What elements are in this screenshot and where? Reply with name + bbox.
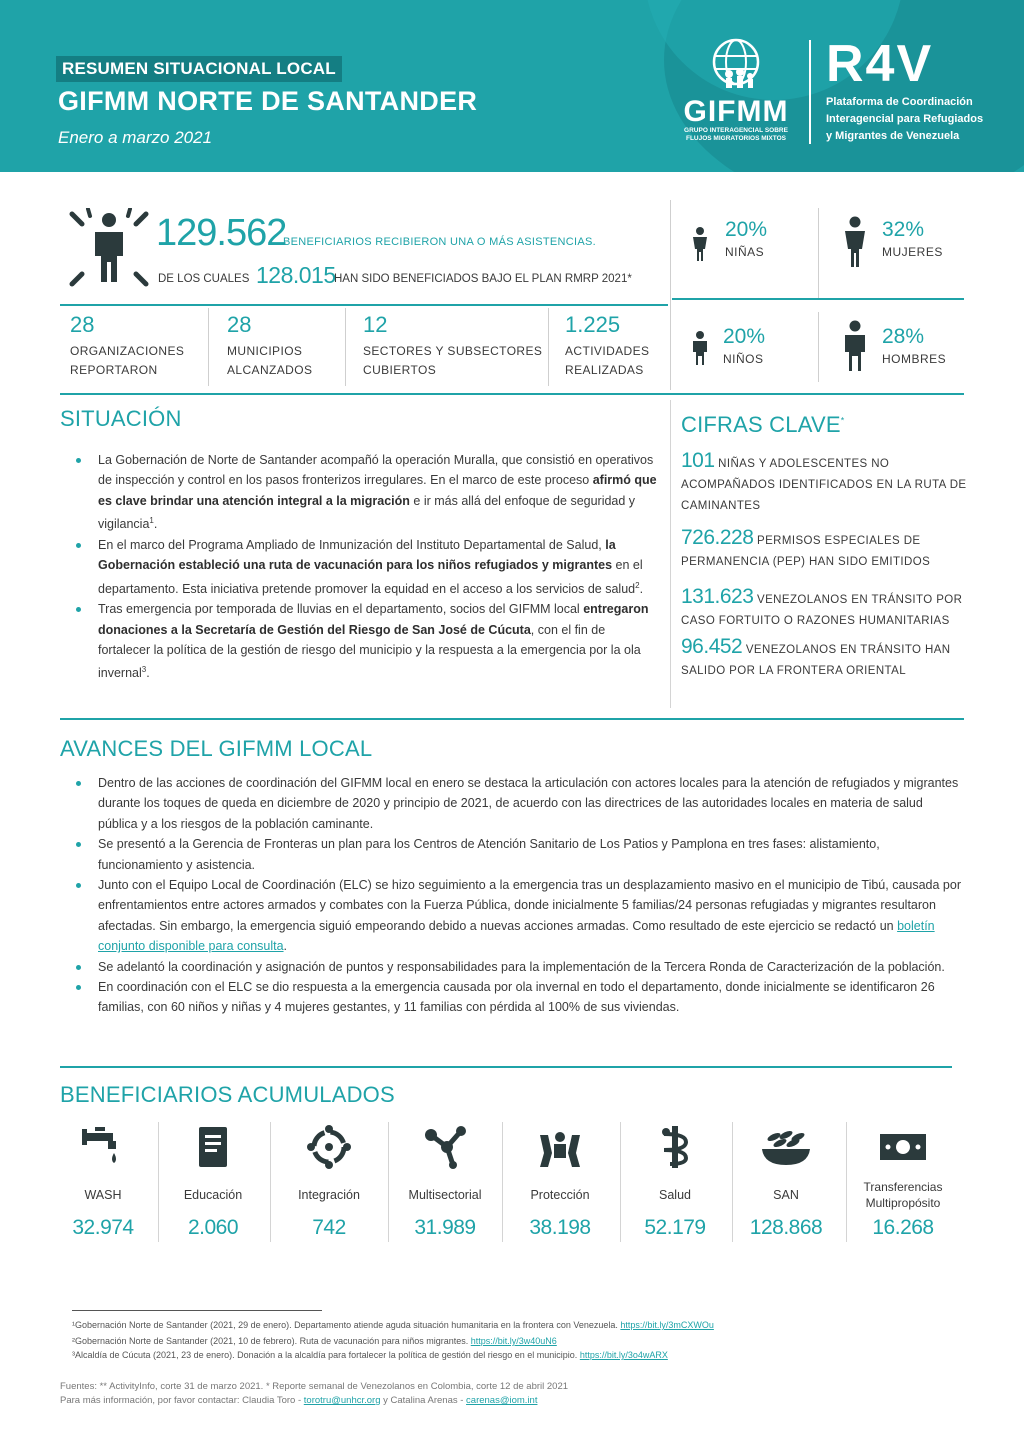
- kpi-value: 12: [363, 312, 388, 337]
- kpi-label: ACTIVIDADES: [565, 344, 650, 358]
- divider: [846, 1122, 847, 1242]
- sector-value: 16.268: [872, 1216, 934, 1239]
- divider: [388, 1122, 389, 1242]
- water-tap-icon: [80, 1125, 126, 1169]
- person-burst-icon: [68, 208, 150, 290]
- kpi-label: ORGANIZACIONES: [70, 344, 185, 358]
- kpi-label: SECTORES Y SUBSECTORES: [363, 344, 543, 358]
- kpi-municipalities: [227, 312, 312, 380]
- footnote-1: ¹Gobernación Norte de Santander (2021, 29 de enero). Departamento atiende aguda situación humanitaria en la frontera con Venezuela. https://bit.ly/3mCXWOu: [72, 1320, 714, 1330]
- logo-separator: [809, 40, 811, 144]
- demo-girls: [725, 218, 767, 259]
- sector-value: 38.198: [529, 1216, 591, 1239]
- sector-health: [620, 1122, 730, 1240]
- key-figure-item: 131.623 VENEZOLANOS EN TRÁNSITO POR CASO FORTUITO O RAZONES HUMANITARIAS: [681, 585, 963, 627]
- divider: [548, 308, 549, 386]
- sector-integration: [274, 1122, 384, 1240]
- footnote-link[interactable]: https://bit.ly/3w40uN6: [470, 1336, 557, 1346]
- r4v-tagline-line: Interagencial para Refugiados: [826, 113, 984, 125]
- divider: [208, 308, 209, 386]
- contact-note: Para más información, por favor contactar: Claudia Toro - torotru@unhcr.org y Catalina Arenas - carenas@iom.int: [60, 1395, 538, 1406]
- key-figure-item: 726.228 PERMISOS ESPECIALES DE PERMANENCIA (PEP) HAN SIDO EMITIDOS: [681, 526, 931, 568]
- of-which-suffix: HAN SIDO BENEFICIADOS BAJO EL PLAN RMRP 2021*: [334, 273, 632, 285]
- situacion-list: [72, 450, 660, 684]
- kpi-activities: [565, 312, 649, 380]
- divider: [60, 304, 668, 306]
- sector-san: [731, 1122, 841, 1240]
- sector-value: 52.179: [644, 1216, 706, 1239]
- kpi-label: REPORTARON: [70, 363, 158, 377]
- demo-label: NIÑOS: [723, 352, 764, 366]
- footnote-link[interactable]: https://bit.ly/3mCXWOu: [620, 1320, 714, 1330]
- cifras-title: CIFRAS CLAVE*: [681, 412, 845, 437]
- globe-icon: [705, 36, 767, 90]
- demo-pct: 20%: [725, 218, 768, 241]
- kpi-value: 28: [70, 312, 95, 337]
- sector-label: Protección: [530, 1188, 590, 1202]
- sector-label: Integración: [298, 1188, 360, 1202]
- avances-list: [72, 773, 964, 1018]
- divider: [670, 200, 671, 390]
- list-item: La Gobernación de Norte de Santander acompañó la operación Muralla, que consistió en operativos de inspección y control en los pasos fronterizos irregulares. En el marco de este proceso afirmó que es clave brindar una atención integral a la migración e ir más allá del enfoque de seguridad y vigilancia$^1$.: [72, 450, 660, 535]
- demo-men: [882, 325, 946, 366]
- sector-value: 2.060: [187, 1216, 239, 1239]
- gifmm-tagline: FLUJOS MIGRATORIOS MIXTOS: [685, 135, 787, 142]
- footnote-rule: [72, 1310, 322, 1311]
- sector-value: 128.868: [749, 1216, 823, 1239]
- list-item: En el marco del Programa Ampliado de Inmunización del Instituto Departamental de Salud, la Gobernación estableció una ruta de vacunación para los niños refugiados y migrantes en el departamento. Esta iniciativa pretende promover la equidad en el acceso a los servicios de salud$^2$.: [72, 535, 660, 599]
- sector-label: Salud: [659, 1188, 691, 1202]
- sector-label: Multisectorial: [408, 1188, 482, 1202]
- r4v-tagline: [826, 94, 1006, 145]
- r4v-tagline-line: Plataforma de Coordinación: [826, 96, 973, 108]
- sector-wash: [48, 1122, 158, 1240]
- sector-value: 31.989: [414, 1216, 476, 1239]
- key-figure-item: 96.452 VENEZOLANOS EN TRÁNSITO HAN SALIDO POR LA FRONTERA ORIENTAL: [681, 635, 951, 677]
- footnote-2: ²Gobernación Norte de Santander (2021, 10 de febrero). Ruta de vacunación para niños migrantes. https://bit.ly/3w40uN6: [72, 1336, 557, 1346]
- gifmm-wordmark: GIFMM: [683, 95, 789, 128]
- food-bowl-icon: [760, 1127, 812, 1167]
- sector-education: [158, 1122, 268, 1240]
- girl-icon: [690, 226, 710, 262]
- health-icon: [660, 1124, 690, 1170]
- footnote-3: ³Alcaldía de Cúcuta (2021, 23 de enero). Donación a la alcaldía para fortalecer la política de gestión del riesgo en el municipio. https://bit.ly/3o4wARX: [72, 1350, 668, 1360]
- divider: [60, 1066, 952, 1068]
- r4v-logo: [826, 35, 1006, 145]
- kpi-label: REALIZADAS: [565, 363, 644, 377]
- kpi-value: 1.225: [565, 312, 621, 337]
- contact-email-link[interactable]: torotru@unhcr.org: [303, 1395, 381, 1406]
- footnote-link[interactable]: https://bit.ly/3o4wARX: [579, 1350, 668, 1360]
- divider: [818, 312, 819, 382]
- list-item: Tras emergencia por temporada de lluvias en el departamento, socios del GIFMM local entregaron donaciones a la Secretaría de Gestión del Riesgo de San José de Cúcuta, con el fin de fortalecer la política de la gestión de riesgo del municipio y la respuesta a la emergencia por la ola invernal$^3$.: [72, 599, 660, 684]
- kpi-label: ALCANZADOS: [227, 363, 313, 377]
- of-which-prefix: DE LOS CUALES: [158, 273, 250, 285]
- kpi-label: MUNICIPIOS: [227, 344, 303, 358]
- list-item: En coordinación con el ELC se dio respuesta a la emergencia causada por ola invernal en todo el departamento, donde inicialmente se identificaron 26 familias, con 60 niños y niñas y 4 mujeres gestantes, y 11 familias con pérdida al 100% de sus viviendas.: [72, 977, 964, 1018]
- man-icon: [840, 320, 870, 372]
- bulletin-link[interactable]: boletín conjunto disponible para consulta: [98, 918, 935, 954]
- list-item: Se presentó a la Gerencia de Fronteras un plan para los Centros de Atención Sanitario de Los Patios y Pamplona en tres fases: alistamiento, funcionamiento y asistencia.: [72, 834, 964, 875]
- divider: [60, 718, 964, 720]
- kpi-sectors: [363, 312, 542, 380]
- of-which-value: 128.015: [256, 262, 336, 288]
- divider: [345, 308, 346, 386]
- boy-icon: [690, 330, 710, 366]
- sector-label: SAN: [773, 1188, 799, 1202]
- demo-pct: 32%: [882, 218, 925, 241]
- demo-label: HOMBRES: [882, 352, 947, 366]
- sector-value: 742: [312, 1216, 346, 1239]
- demo-women: [882, 218, 943, 259]
- acumulados-title: BENEFICIARIOS ACUMULADOS: [60, 1082, 395, 1107]
- beneficiaries-total: 129.562: [156, 212, 287, 254]
- demo-pct: 20%: [723, 325, 766, 348]
- kpi-organizations: [70, 312, 184, 380]
- list-item: Se adelantó la coordinación y asignación de puntos y responsabilidades para la implementación de la Tercera Ronda de Caracterización de la población.: [72, 957, 964, 977]
- demo-pct: 28%: [882, 325, 925, 348]
- demo-label: MUJERES: [882, 245, 943, 259]
- header-banner: [0, 0, 1024, 172]
- key-figure-item: 101 NIÑAS Y ADOLESCENTES NO ACOMPAÑADOS IDENTIFICADOS EN LA RUTA DE CAMINANTES: [681, 449, 967, 512]
- divider: [270, 1122, 271, 1242]
- divider: [60, 393, 964, 395]
- integration-icon: [306, 1124, 352, 1170]
- multisector-icon: [423, 1125, 467, 1169]
- sector-multisector: [390, 1122, 500, 1240]
- kpi-label: CUBIERTOS: [363, 363, 437, 377]
- kpi-value: 28: [227, 312, 252, 337]
- report-type-tag: RESUMEN SITUACIONAL LOCAL: [56, 56, 342, 82]
- gifmm-tagline: GRUPO INTERAGENCIAL SOBRE: [684, 127, 788, 134]
- beneficiaries-label: BENEFICIARIOS RECIBIERON UNA O MÁS ASISTENCIAS.: [283, 236, 596, 248]
- list-item: Dentro de las acciones de coordinación del GIFMM local en enero se destaca la articulación con actores locales para la atención de refugiados y migrantes durante los toques de queda en diciembre de 2020 y principio de 2021, de acuerdo con las directrices de las autoridades locales en materia de salud pública y a los riesgos de la población caminante.: [72, 773, 964, 834]
- situacion-title: SITUACIÓN: [60, 406, 182, 431]
- sector-protection: [505, 1122, 615, 1240]
- divider: [818, 208, 819, 298]
- cash-icon: [878, 1130, 928, 1164]
- divider: [670, 400, 671, 708]
- protection-hands-icon: [538, 1125, 582, 1169]
- r4v-tagline-line: y Migrantes de Venezuela: [826, 130, 960, 142]
- r4v-wordmark: R4V: [826, 35, 934, 93]
- period-subtitle: Enero a marzo 2021: [58, 128, 213, 147]
- sector-label: Educación: [183, 1188, 243, 1202]
- sector-label: WASH: [84, 1188, 122, 1202]
- woman-icon: [840, 216, 870, 268]
- demo-label: NIÑAS: [725, 245, 765, 259]
- divider: [672, 298, 964, 300]
- sector-label: Transferencias Multipropósito: [863, 1180, 943, 1210]
- sector-cash: [848, 1122, 958, 1240]
- contact-email-link[interactable]: carenas@iom.int: [466, 1395, 538, 1406]
- divider: [502, 1122, 503, 1242]
- demo-boys: [723, 325, 765, 366]
- sector-value: 32.974: [72, 1216, 134, 1239]
- gifmm-logo: [676, 36, 796, 148]
- avances-title: AVANCES DEL GIFMM LOCAL: [60, 736, 373, 761]
- page-title: GIFMM NORTE DE SANTANDER: [58, 86, 478, 116]
- sources-note: Fuentes: ** ActivityInfo, corte 31 de marzo 2021. * Reporte semanal de Venezolanos en Colombia, corte 12 de abril 2021: [60, 1381, 569, 1392]
- book-icon: [196, 1125, 230, 1169]
- list-item: Junto con el Equipo Local de Coordinación (ELC) se hizo seguimiento a la emergencia tras un desplazamiento masivo en el municipio de Tibú, causada por enfrentamientos entre actores armados y combates con la Fuerza Pública, donde inicialmente 5 familias/24 personas refugiadas y migrantes resultaron afectadas. Sin embargo, la emergencia siguió empeorando debido a nuevas acciones armadas. Como resultado de este ejercicio se redactó un boletín conjunto disponible para consulta.: [72, 875, 964, 957]
